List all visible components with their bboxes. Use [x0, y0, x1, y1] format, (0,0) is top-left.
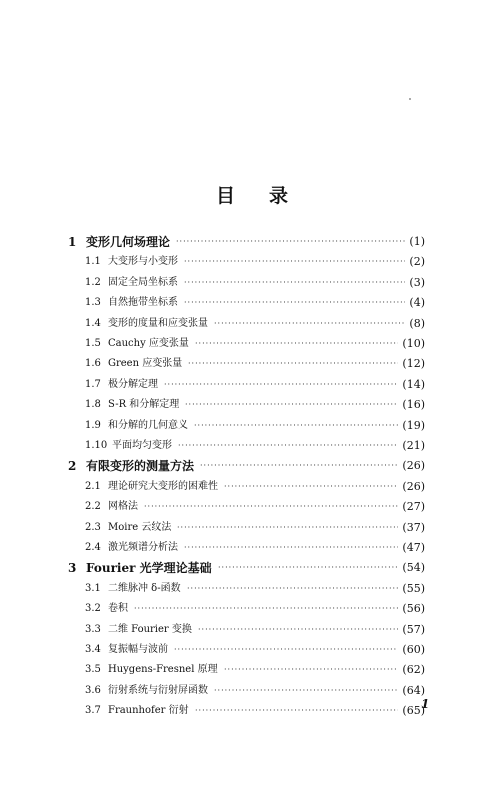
toc-chapter-entry — [0, 232, 425, 252]
toc-dot-leader — [198, 620, 398, 640]
toc-dot-leader — [184, 293, 405, 313]
page-title — [0, 181, 504, 208]
toc-dot-leader — [187, 579, 398, 599]
toc-dot-leader — [174, 640, 398, 660]
toc-entry-page: (2) — [409, 255, 425, 269]
toc-entry-number: 2.3 — [85, 521, 101, 533]
toc-dot-leader — [184, 538, 398, 558]
toc-entry-page: (26) — [402, 479, 425, 493]
toc-entry-page: (21) — [402, 439, 425, 452]
toc-dot-leader — [134, 599, 398, 619]
toc-dot-leader — [177, 518, 398, 538]
toc-entry-number: 3.6 — [85, 684, 101, 696]
toc-entry-number: 3.4 — [85, 644, 101, 655]
toc-section-entry — [0, 477, 425, 497]
toc-section-entry — [0, 599, 425, 619]
toc-section-entry — [0, 681, 425, 701]
toc-dot-leader — [214, 681, 398, 701]
toc-entry-page: (14) — [402, 377, 425, 391]
toc-dot-leader — [176, 232, 405, 252]
toc-section-entry — [0, 497, 425, 517]
toc-entry-number: 1.10 — [85, 440, 108, 451]
toc-dot-leader — [200, 456, 398, 476]
toc-entry-title: 衍射系统与衍射屏函数 — [108, 684, 208, 696]
toc-entry-title: 变形几何场理论 — [86, 235, 171, 249]
toc-entry-title: 卷积 — [108, 603, 128, 615]
toc-entry-title: 二维脉冲 δ-函数 — [108, 582, 181, 594]
toc-entry-page: (10) — [402, 337, 425, 350]
toc-entry-title: Green 应变张量 — [108, 358, 183, 370]
scan-speck — [409, 98, 411, 100]
toc-section-entry — [0, 293, 425, 313]
toc-dot-leader — [188, 354, 398, 374]
toc-entry-page: (4) — [409, 296, 425, 310]
toc-entry-title: 固定全局坐标系 — [108, 276, 178, 288]
toc-entry-page: (1) — [409, 235, 425, 248]
toc-entry-number: 3 — [68, 561, 77, 576]
toc-entry-number: 1.8 — [85, 399, 101, 411]
page-number: 1 — [421, 697, 430, 711]
toc-entry-title: 变形的度量和应变张量 — [108, 317, 208, 329]
toc-section-entry — [0, 660, 425, 680]
toc-entry-title: 有限变形的测量方法 — [86, 459, 195, 474]
toc-entry-page: (54) — [402, 561, 425, 575]
toc-dot-leader — [164, 375, 398, 395]
toc-entry-number: 1.2 — [85, 276, 101, 288]
toc-entry-title: 和分解的几何意义 — [108, 419, 188, 431]
toc-entry-number: 2 — [68, 459, 77, 474]
toc-entry-page: (8) — [409, 316, 425, 330]
toc-dot-leader — [218, 558, 398, 578]
toc-entry-title: 二维 Fourier 变换 — [108, 623, 192, 635]
toc-dot-leader — [195, 334, 398, 354]
toc-entry-number: 3.3 — [85, 623, 101, 635]
toc-entry-title: Cauchy 应变张量 — [108, 338, 189, 349]
toc-entry-page: (27) — [402, 500, 425, 514]
toc-entry-title: 理论研究大变形的困难性 — [108, 480, 218, 492]
toc-entry-title: 复振幅与波前 — [108, 644, 168, 655]
toc-entry-number: 2.1 — [85, 480, 101, 492]
toc-dot-leader — [194, 416, 398, 436]
toc-entry-title: 极分解定理 — [108, 378, 158, 390]
toc-entry-page: (37) — [402, 520, 425, 534]
toc-entry-number: 2.4 — [85, 542, 101, 553]
toc-entry-title: 大变形与小变形 — [108, 256, 178, 268]
toc-section-entry — [0, 334, 425, 354]
toc-section-entry — [0, 395, 425, 415]
toc-entry-number: 2.2 — [85, 501, 101, 513]
toc-entry-title: 自然拖带坐标系 — [108, 297, 178, 309]
toc-chapter-entry — [0, 456, 425, 476]
toc-section-entry — [0, 579, 425, 599]
toc-entry-number: 1.9 — [85, 419, 101, 431]
toc-section-entry — [0, 375, 425, 395]
toc-dot-leader — [144, 497, 398, 517]
toc-section-entry — [0, 436, 425, 456]
toc-entry-page: (57) — [402, 622, 425, 636]
toc-entry-page: (55) — [402, 581, 425, 595]
toc-entry-page: (64) — [402, 683, 425, 697]
page-title-char-1: 目 — [215, 185, 235, 207]
toc-dot-leader — [184, 273, 405, 293]
toc-section-entry — [0, 518, 425, 538]
toc-entry-title: 网格法 — [108, 501, 138, 513]
toc-entry-page: (3) — [409, 275, 425, 289]
toc-entry-number: 1.4 — [85, 317, 101, 329]
toc-entry-number: 1.5 — [85, 338, 101, 349]
toc-dot-leader — [185, 395, 398, 415]
toc-entry-number: 1.3 — [85, 297, 101, 309]
toc-entry-number: 1.1 — [85, 256, 101, 268]
toc-section-entry — [0, 416, 425, 436]
toc-entry-page: (16) — [402, 398, 425, 412]
toc-dot-leader — [214, 314, 405, 334]
toc-entry-page: (65) — [402, 704, 425, 718]
toc-entry-title: Moire 云纹法 — [108, 521, 172, 533]
toc-entry-number: 3.1 — [85, 582, 101, 594]
toc-entry-number: 3.7 — [85, 705, 101, 717]
toc-entry-number: 1 — [68, 235, 77, 249]
toc-section-entry — [0, 640, 425, 660]
toc-entry-number: 3.2 — [85, 603, 101, 615]
toc-dot-leader — [178, 436, 398, 456]
toc-entry-page: (12) — [402, 357, 425, 371]
toc-section-entry — [0, 538, 425, 558]
toc-entry-title: 激光频谱分析法 — [108, 542, 178, 553]
toc-chapter-entry — [0, 558, 425, 578]
page-title-char-2: 录 — [269, 185, 289, 207]
toc-entry-title: S-R 和分解定理 — [108, 399, 180, 411]
toc-section-entry — [0, 620, 425, 640]
toc-section-entry — [0, 252, 425, 272]
toc-entry-page: (47) — [402, 541, 425, 554]
toc-entry-number: 3.5 — [85, 664, 101, 676]
toc-dot-leader — [184, 252, 405, 272]
toc-section-entry — [0, 701, 425, 721]
toc-dot-leader — [224, 477, 398, 497]
toc-entry-title: 平面均匀变形 — [112, 440, 172, 451]
toc-entry-number: 1.7 — [85, 378, 101, 390]
toc-section-entry — [0, 273, 425, 293]
toc-dot-leader — [224, 660, 398, 680]
toc-entry-page: (26) — [402, 459, 425, 473]
toc-entry-page: (60) — [402, 643, 425, 656]
toc-dot-leader — [195, 701, 398, 721]
toc-section-entry — [0, 314, 425, 334]
toc-entry-number: 1.6 — [85, 358, 101, 370]
toc-entry-title: Fraunhofer 衍射 — [108, 705, 189, 717]
toc-entry-page: (19) — [402, 418, 425, 432]
toc-section-entry — [0, 354, 425, 374]
toc-entry-title: Fourier 光学理论基础 — [86, 561, 212, 576]
toc-entry-page: (62) — [402, 663, 425, 677]
toc-entry-title: Huygens-Fresnel 原理 — [108, 664, 218, 676]
toc-entry-page: (56) — [402, 602, 425, 616]
